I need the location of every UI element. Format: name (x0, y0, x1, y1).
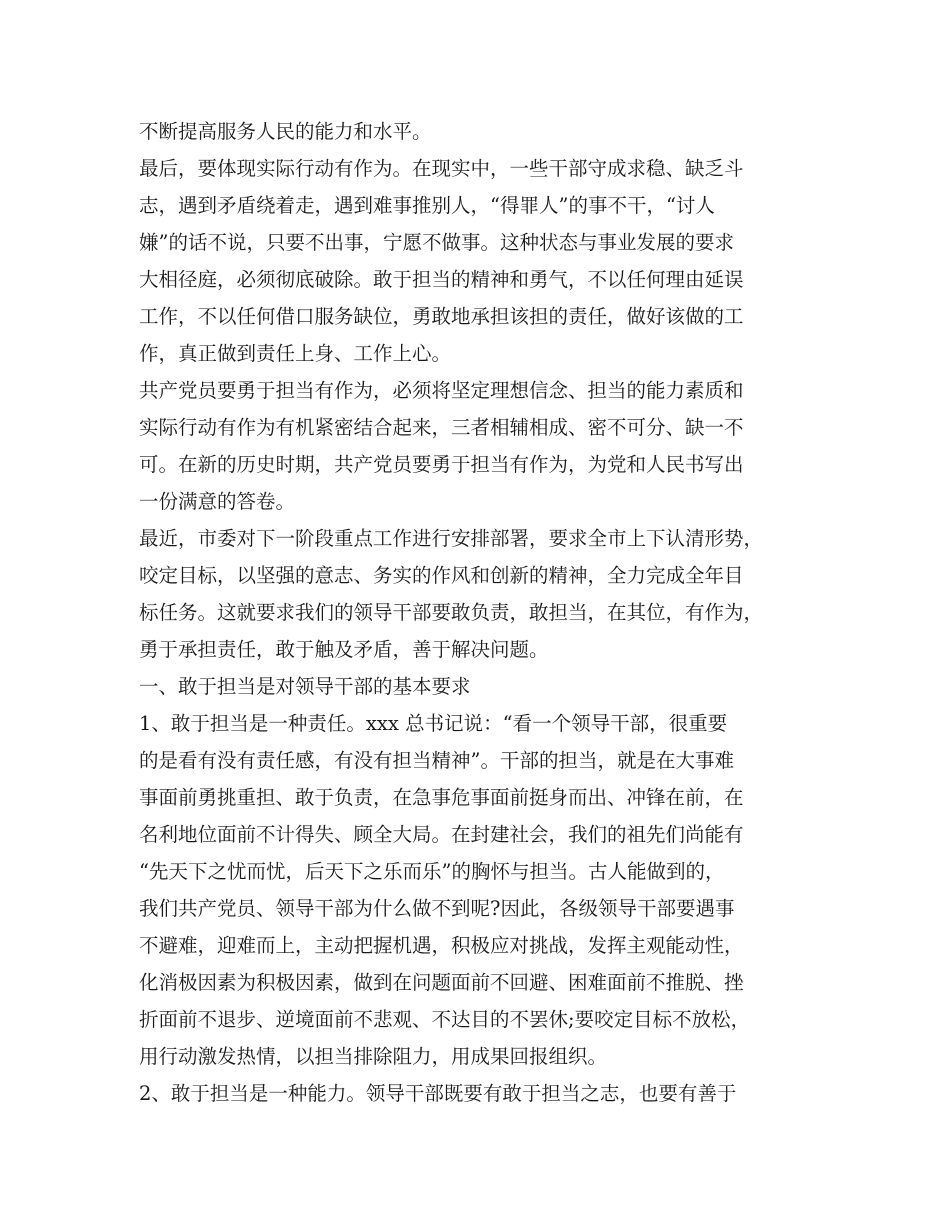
text-line: 可。在新的历史时期，共产党员要勇于担当有作为，为党和人民书写出 (139, 453, 744, 476)
text-line: 事面前勇挑重担、敢于负责，在急事危事面前挺身而出、冲锋在前，在 (139, 786, 744, 809)
text-line: 实际行动有作为有机紧密结合起来，三者相辅相成、密不可分、缺一不 (139, 416, 744, 439)
text-line: 工作，不以任何借口服务缺位，勇敢地承担该担的责任，做好该做的工 (139, 305, 744, 328)
text-line: 化消极因素为积极因素，做到在问题面前不回避、困难面前不推脱、挫 (139, 971, 744, 994)
text-line: 大相径庭，必须彻底破除。敢于担当的精神和勇气，不以任何理由延误 (139, 268, 744, 291)
text-line: 最近，市委对下一阶段重点工作进行安排部署，要求全市上下认清形势， (139, 527, 764, 550)
text-line: 折面前不退步、逆境面前不悲观、不达目的不罢休;要咬定目标不放松， (139, 1008, 751, 1031)
text-line: 不避难，迎难而上，主动把握机遇，积极应对挑战，发挥主观能动性， (139, 934, 744, 957)
text-line: “先天下之忧而忧，后天下之乐而乐”的胸怀与担当。古人能做到的， (139, 860, 725, 883)
text-line: 咬定目标，以坚强的意志、务实的作风和创新的精神，全力完成全年目 (139, 564, 744, 587)
text-line: 用行动激发热情，以担当排除阻力，用成果回报组织。 (139, 1045, 608, 1068)
text-line: 的是看有没有责任感，有没有担当精神”。干部的担当，就是在大事难 (139, 749, 734, 772)
text-line: 标任务。这就要求我们的领导干部要敢负责，敢担当，在其位，有作为， (139, 601, 764, 624)
text-line: 最后，要体现实际行动有作为。在现实中，一些干部守成求稳、缺乏斗 (139, 157, 744, 180)
text-line: 不断提高服务人民的能力和水平。 (139, 120, 432, 143)
text-line: 作，真正做到责任上身、工作上心。 (139, 342, 452, 365)
text-line: 名利地位面前不计得失、顾全大局。在封建社会，我们的祖先们尚能有 (139, 823, 744, 846)
text-line: 共产党员要勇于担当有作为，必须将坚定理想信念、担当的能力素质和 (139, 379, 744, 402)
text-line: 一份满意的答卷。 (139, 490, 296, 513)
document-body (139, 113, 839, 1112)
section-heading: 一、敢于担当是对领导干部的基本要求 (139, 675, 471, 698)
text-line: 志，遇到矛盾绕着走，遇到难事推别人，“得罪人”的事不干，“讨人 (139, 194, 715, 217)
text-line: 1、敢于担当是一种责任。xxx 总书记说：“看一个领导干部，很重要 (139, 712, 728, 735)
text-line: 嫌”的话不说，只要不出事，宁愿不做事。这种状态与事业发展的要求 (139, 231, 734, 254)
text-line: 勇于承担责任，敢于触及矛盾，善于解决问题。 (139, 638, 549, 661)
text-line: 2、敢于担当是一种能力。领导干部既要有敢于担当之志，也要有善于 (139, 1082, 737, 1105)
text-line: 我们共产党员、领导干部为什么做不到呢?因此，各级领导干部要遇事 (139, 897, 735, 920)
